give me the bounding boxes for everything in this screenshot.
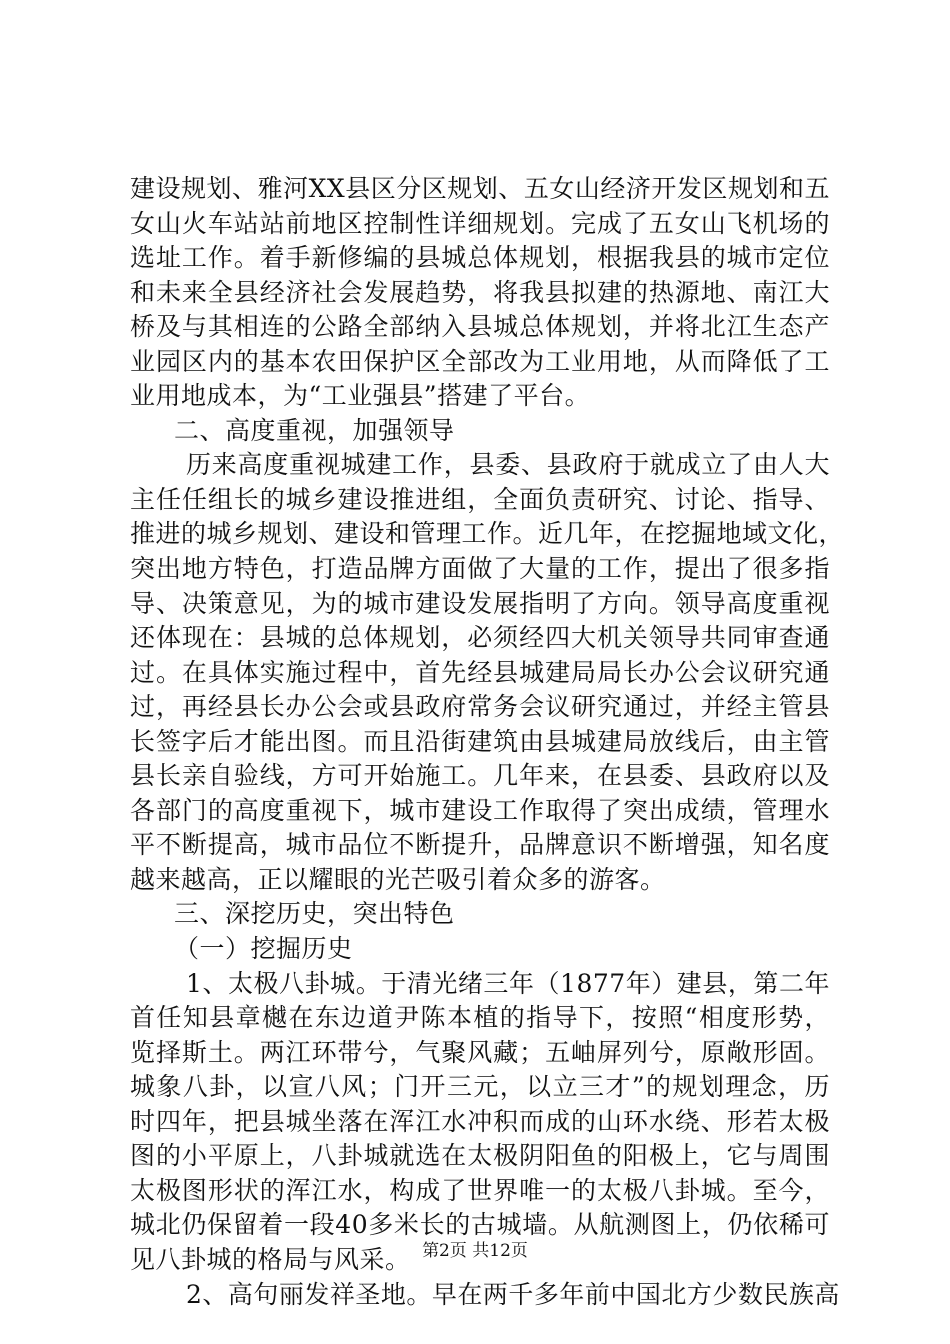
text-line: 业用地成本，为“工业强县”搭建了平台。 bbox=[130, 381, 591, 411]
text-line: 主任任组长的城乡建设推进组，全面负责研究、讨论、指导、 bbox=[130, 484, 830, 514]
text-line: 图的小平原上，八卦城就选在太极阴阳鱼的阳极上，它与周围 bbox=[130, 1141, 830, 1171]
text-line: 城北仍保留着一段40多米长的古城墙。从航测图上，仍依稀可 bbox=[130, 1210, 830, 1240]
text-line: 桥及与其相连的公路全部纳入县城总体规划，并将北江生态产 bbox=[130, 312, 830, 342]
text-line: 越来越高，正以耀眼的光芒吸引着众多的游客。 bbox=[130, 864, 666, 894]
text-line: 平不断提高，城市品位不断提升，品牌意识不断增强，知名度 bbox=[130, 830, 830, 860]
text-line: 过，再经县长办公会或县政府常务会议研究通过，并经主管县 bbox=[130, 692, 830, 722]
text-line: 三、深挖历史，突出特色 bbox=[174, 899, 455, 929]
text-line: 历来高度重视城建工作，县委、县政府于就成立了由人大 bbox=[186, 450, 830, 480]
text-line: 导、决策意见，为的城市建设发展指明了方向。领导高度重视 bbox=[130, 588, 830, 618]
text-line: 选址工作。着手新修编的县城总体规划，根据我县的城市定位 bbox=[130, 243, 830, 273]
text-line: 还体现在：县城的总体规划，必须经四大机关领导共同审查通 bbox=[130, 623, 830, 653]
text-line: 1、太极八卦城。于清光绪三年（1877年）建县，第二年 bbox=[186, 968, 830, 998]
page-footer: 第2页 共12页 bbox=[422, 1241, 528, 1261]
text-line: 见八卦城的格局与风采。 bbox=[130, 1244, 411, 1274]
text-line: 女山火车站站前地区控制性详细规划。完成了五女山飞机场的 bbox=[130, 208, 830, 238]
text-line: 首任知县章樾在东边道尹陈本植的指导下，按照“相度形势， bbox=[130, 1003, 830, 1033]
text-line: 突出地方特色，打造品牌方面做了大量的工作，提出了很多指 bbox=[130, 554, 830, 584]
text-line: 2、高句丽发祥圣地。早在两千多年前中国北方少数民族高 bbox=[186, 1279, 840, 1309]
text-line: 各部门的高度重视下，城市建设工作取得了突出成绩，管理水 bbox=[130, 795, 830, 825]
text-line: 推进的城乡规划、建设和管理工作。近几年，在挖掘地域文化， bbox=[130, 519, 845, 549]
text-line: 过。在具体实施过程中，首先经县城建局局长办公会议研究通 bbox=[130, 657, 830, 687]
text-line: 览择斯土。两江环带兮，气聚风藏；五岫屏列兮，原敞形固。 bbox=[130, 1037, 830, 1067]
text-line: （一）挖掘历史 bbox=[174, 934, 353, 964]
text-line: 城象八卦，以宣八风；门开三元，以立三才”的规划理念，历 bbox=[130, 1072, 830, 1102]
document-body bbox=[130, 172, 845, 1312]
text-line: 业园区内的基本农田保护区全部改为工业用地，从而降低了工 bbox=[130, 346, 830, 376]
text-line: 长签字后才能出图。而且沿街建筑由县城建局放线后，由主管 bbox=[130, 726, 830, 756]
text-line: 建设规划、雅河XX县区分区规划、五女山经济开发区规划和五 bbox=[130, 174, 830, 203]
text-line: 二、高度重视，加强领导 bbox=[174, 415, 455, 445]
text-line: 和未来全县经济社会发展趋势，将我县拟建的热源地、南江大 bbox=[130, 277, 830, 307]
text-line: 太极图形状的浑江水，构成了世界唯一的太极八卦城。至今， bbox=[130, 1175, 830, 1205]
text-line: 时四年，把县城坐落在浑江水冲积而成的山环水绕、形若太极 bbox=[130, 1106, 830, 1136]
text-line: 县长亲自验线，方可开始施工。几年来，在县委、县政府以及 bbox=[130, 761, 830, 791]
